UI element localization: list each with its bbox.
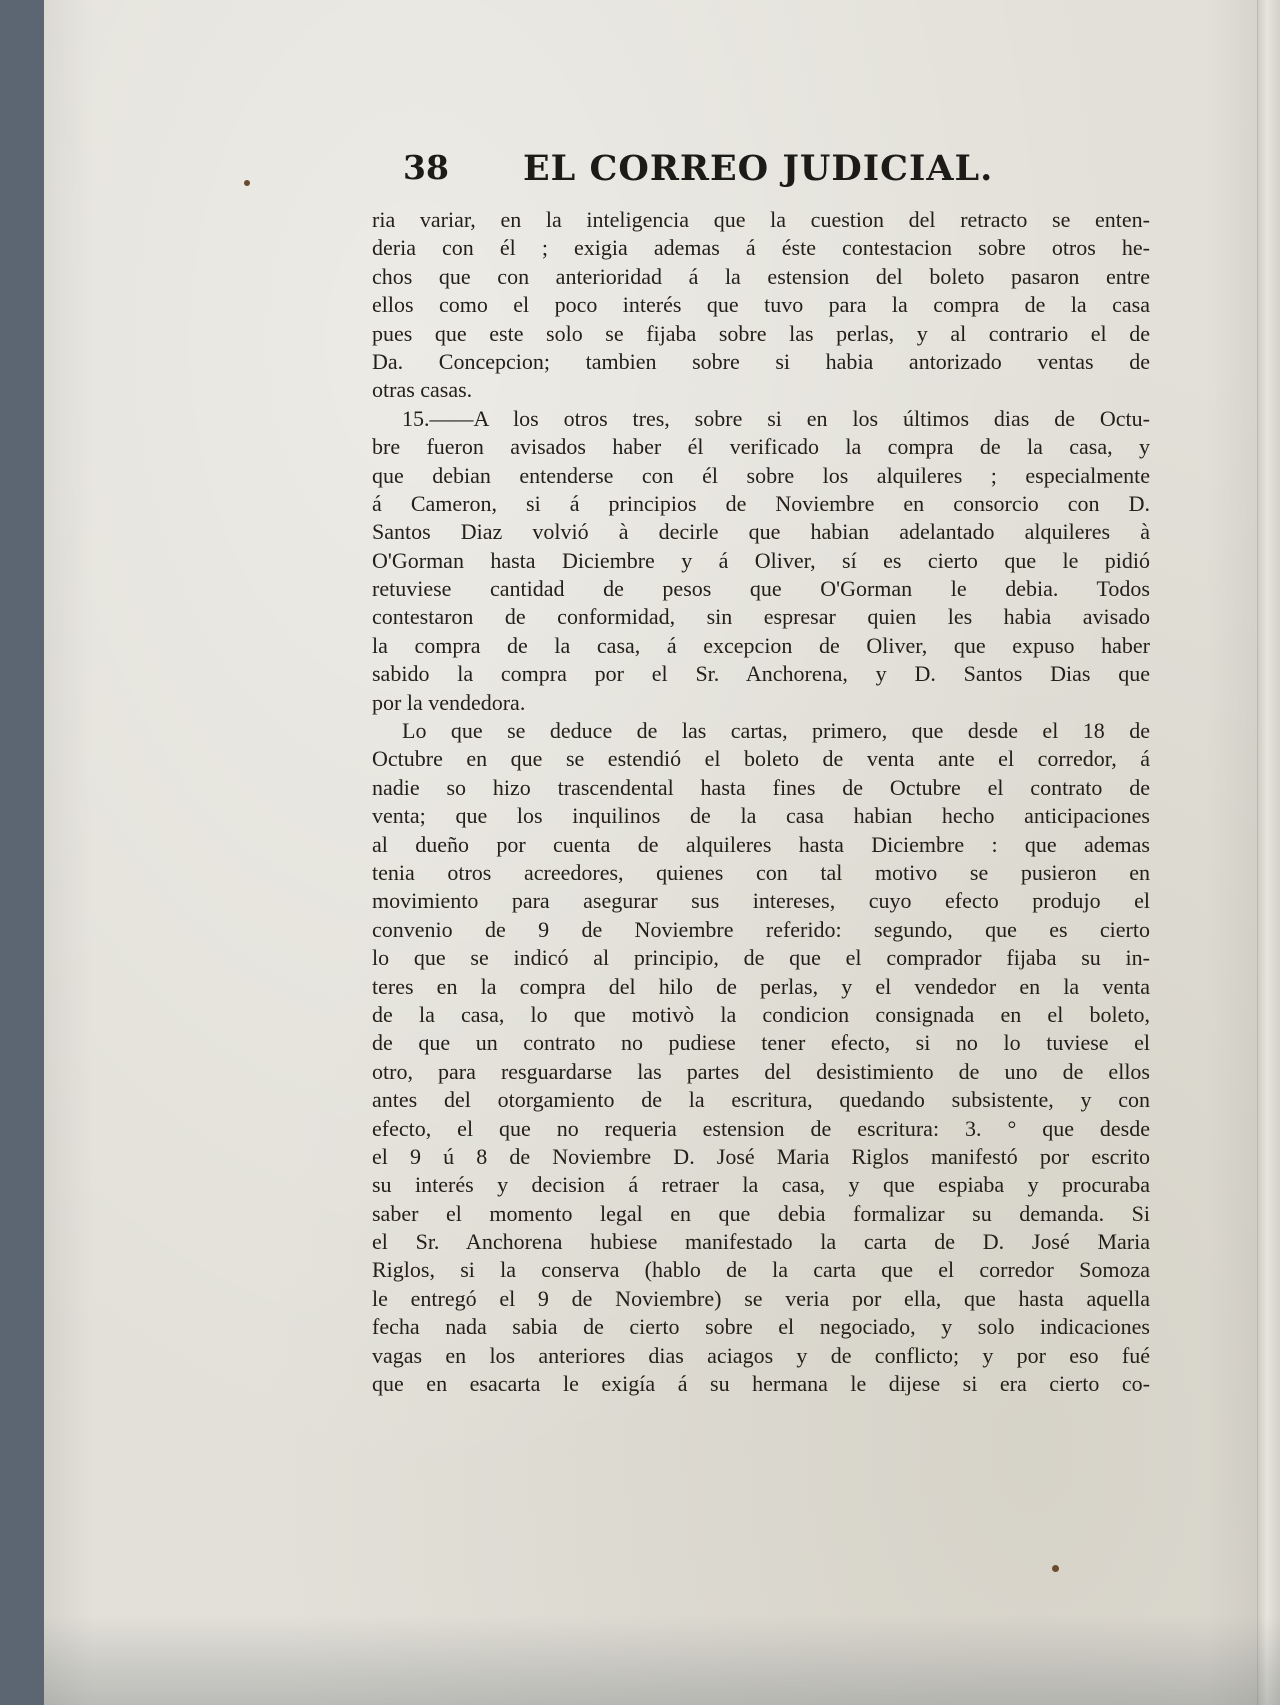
text-line: de que un contrato no pudiese tener efecto, si no lo tuviese el bbox=[372, 1030, 1150, 1056]
text-line: bre fueron avisados haber él verificado la compra de la casa, y bbox=[372, 434, 1150, 460]
text-line: otro, para resguardarse las partes del desistimiento de uno de ellos bbox=[372, 1058, 1150, 1084]
text-line: la compra de la casa, á excepcion de Oliver, que expuso haber bbox=[372, 632, 1150, 658]
text-line: al dueño por cuenta de alquileres hasta Diciembre : que ademas bbox=[372, 831, 1150, 857]
text-line: teres en la compra del hilo de perlas, y el vendedor en la venta bbox=[372, 973, 1150, 999]
text-line: fecha nada sabia de cierto sobre el negociado, y solo indicaciones bbox=[372, 1314, 1150, 1340]
text-line: sabido la compra por el Sr. Anchorena, y D. Santos Dias que bbox=[372, 661, 1150, 687]
text-line: el Sr. Anchorena hubiese manifestado la carta de D. José Maria bbox=[372, 1229, 1150, 1255]
ink-spot bbox=[244, 180, 250, 186]
text-line: 15.——A los otros tres, sobre si en los últimos dias de Octu- bbox=[402, 405, 1150, 431]
ink-spot bbox=[1052, 1565, 1059, 1572]
text-line: le entregó el 9 de Noviembre) se veria por ella, que hasta aquella bbox=[372, 1285, 1150, 1311]
text-line: convenio de 9 de Noviembre referido: segundo, que es cierto bbox=[372, 916, 1150, 942]
text-line: deria con él ; exigia ademas á éste contestacion sobre otros he- bbox=[372, 235, 1150, 261]
text-line: movimiento para asegurar sus intereses, cuyo efecto produjo el bbox=[372, 888, 1150, 914]
text-line: vagas en los anteriores dias aciagos y de conflicto; y por eso fué bbox=[372, 1342, 1150, 1368]
text-line: venta; que los inquilinos de la casa habian hecho anticipaciones bbox=[372, 803, 1150, 829]
text-line: que en esacarta le exigía á su hermana le dijese si era cierto co- bbox=[372, 1371, 1150, 1397]
text-line: tenia otros acreedores, quienes con tal motivo se pusieron en bbox=[372, 859, 1150, 885]
adjacent-page-edge bbox=[1257, 0, 1280, 1705]
text-line: que debian entenderse con él sobre los alquileres ; especialmente bbox=[372, 462, 1150, 488]
text-line: su interés y decision á retraer la casa, y que espiaba y procuraba bbox=[372, 1172, 1150, 1198]
text-line: Riglos, si la conserva (hablo de la carta que el corredor Somoza bbox=[372, 1257, 1150, 1283]
text-line: chos que con anterioridad á la estension del boleto pasaron entre bbox=[372, 263, 1150, 289]
text-line: Lo que se deduce de las cartas, primero, que desde el 18 de bbox=[402, 718, 1150, 744]
text-line: Da. Concepcion; tambien sobre si habia antorizado ventas de bbox=[372, 348, 1150, 374]
text-line: antes del otorgamiento de la escritura, quedando subsistente, y con bbox=[372, 1087, 1150, 1113]
text-line: retuviese cantidad de pesos que O'Gorman le debia. Todos bbox=[372, 576, 1150, 602]
text-line: ellos como el poco interés que tuvo para la compra de la casa bbox=[372, 292, 1150, 318]
journal-title: EL CORREO JUDICIAL. bbox=[523, 148, 994, 189]
text-line: de la casa, lo que motivò la condicion consignada en el boleto, bbox=[372, 1001, 1150, 1027]
page-header bbox=[403, 148, 1023, 198]
text-line: pues que este solo se fijaba sobre las perlas, y al contrario el de bbox=[372, 320, 1150, 346]
page-number: 38 bbox=[403, 148, 449, 187]
text-line: el 9 ú 8 de Noviembre D. José Maria Riglos manifestó por escrito bbox=[372, 1143, 1150, 1169]
text-line: nadie so hizo trascendental hasta fines de Octubre el contrato de bbox=[372, 774, 1150, 800]
text-line: O'Gorman hasta Diciembre y á Oliver, sí es cierto que le pidió bbox=[372, 547, 1150, 573]
text-line: lo que se indicó al principio, de que el comprador fijaba su in- bbox=[372, 945, 1150, 971]
text-line: á Cameron, si á principios de Noviembre en consorcio con D. bbox=[372, 490, 1150, 516]
page-shadow bbox=[44, 1615, 1280, 1705]
text-line: por la vendedora. bbox=[372, 689, 526, 715]
text-line: Santos Diaz volvió à decirle que habian adelantado alquileres à bbox=[372, 519, 1150, 545]
text-line: contestaron de conformidad, sin espresar quien les habia avisado bbox=[372, 604, 1150, 630]
text-line: saber el momento legal en que debia formalizar su demanda. Si bbox=[372, 1200, 1150, 1226]
text-line: efecto, el que no requeria estension de escritura: 3. ° que desde bbox=[372, 1115, 1150, 1141]
article-body bbox=[372, 206, 1150, 1398]
text-line: Octubre en que se estendió el boleto de venta ante el corredor, á bbox=[372, 746, 1150, 772]
text-line: ria variar, en la inteligencia que la cuestion del retracto se enten- bbox=[372, 207, 1150, 232]
text-line: otras casas. bbox=[372, 377, 473, 403]
